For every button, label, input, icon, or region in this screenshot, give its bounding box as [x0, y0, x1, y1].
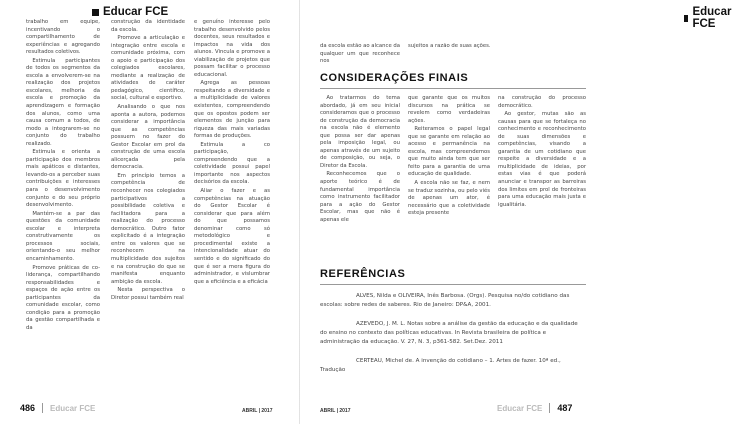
paragraph: Em princípio temos a competência de reconhecer nos colegiados participativos a possibilidade coletiva e facilitadora para a realização do processo democrático. Outro fator explicitado é a integração entre os valores que se reconhecem na multiplicidade dos sujeitos e na construção do que se manifesta enquanto ambição da escola.	[111, 172, 185, 285]
footer-divider	[42, 403, 43, 413]
left-page-header	[92, 6, 168, 18]
right-footer	[497, 403, 572, 413]
right-page-header	[684, 6, 734, 30]
paragraph: trabalho em equipe, incentivando o compartilhamento de experiências e agregando resultados coletivos.	[26, 19, 100, 56]
paragraph: Promove a articulação e integração entre escola e comunidade próxima, com o apoio e participação dos colegiados escolares, mediante a realização de atividades de caráter pedagógico, científico, social, cultural e esportivo.	[111, 35, 185, 102]
paragraph: construção da identidade da escola.	[111, 19, 185, 33]
paragraph: Estimula e orienta a participação dos membros mais apáticos e distantes, levando-os a perceber suas contribuições e interesses para o desenvolvimento conjunto e do seu próprio desenvolvimento.	[26, 149, 100, 209]
paragraph: Estimula a co participação, compreendendo que a coletividade possui papel importante nos aspectos decisórios da escola.	[194, 141, 270, 186]
paragraph: na construção do processo democrático.	[498, 95, 586, 109]
footer-divider	[549, 403, 550, 413]
footer-brand: Educar FCE	[50, 403, 96, 413]
footer-date: ABRIL | 2017	[242, 408, 273, 414]
paragraph: Mantém-se a par das questões da comunidade escolar e interpreta construtivamente os processos sociais, orientando-o seu melhor encaminhamento.	[26, 210, 100, 262]
reference-item: AZEVEDO, J. M. L. Notas sobre a análise da gestão da educação e da qualidade do ensino no contexto das políticas educativas. In Revista brasileira de política e administração da educação. V. 27, N. 3, p361-582. Set.Dez. 2011	[320, 321, 578, 345]
paragraph: Nesta perspectiva o Diretor possui também real	[111, 287, 185, 301]
paragraph: Ao tratarmos do tema abordado, já em seu inicial consideramos que o processo de construção da democracia na escola não é elemento que possa ser dar apenas pela imposição legal, ou apenas através de um sujeito de composição, ou seja, o Diretor da Escola.	[320, 95, 400, 169]
section-rule	[320, 88, 586, 89]
left-column-3	[194, 19, 270, 397]
paragraph: Promove práticas de co-liderança, compartilhando responsabilidades e espaços de ação entre os participantes da comunidade escolar, como condição para a promoção da gestão compartilhada e da	[26, 264, 100, 331]
paragraph: Reconhecemos que o aporte teórico é de fundamental importância como instrumento facilitador para a ação do Gestor Escolar, mas que não é apenas ele	[320, 171, 400, 223]
paragraph: sujeitos a razão de suas ações.	[408, 43, 491, 49]
paragraph: Agrega as pessoas respeitando a diversidade e a multiplicidade de valores existentes, compreendendo que os opostos podem ser elementos de junção para riqueza das mais variadas formas de produções.	[194, 80, 270, 140]
final-column-1	[320, 95, 400, 255]
paragraph: que garante que os muitos discursos na prática se revelem como verdadeiras ações.	[408, 95, 490, 124]
intro-column-1	[320, 43, 400, 65]
final-column-3	[498, 95, 586, 255]
paragraph: da escola estão ao alcance da qualquer um que reconhece nos	[320, 43, 400, 65]
section-rule	[320, 284, 586, 285]
paragraph: Estimula participantes de todos os segmentos da escola a envolverem-se na realização dos projetos escolares, melhoria da escola e promoção da aprendizagem e formação dos alunos, como uma causa comum a todos, de modo a integrarem-se no conjunto do trabalho realizado.	[26, 57, 100, 147]
footer-brand: Educar FCE	[497, 403, 543, 413]
square-icon	[684, 15, 688, 22]
paragraph: Ao gestor, mutas são as causas para que se fortaleça no conhecimento e reconhecimento de suas dimensões e competências, visando a garantia de um cotidiano que respeite a diversidade e a multiplicidade de ideias, por estas vias é que poderá anunciar e transpor as barreiras dos limites em prol de fronteiras para uma educação mais justa e igualitária.	[498, 111, 586, 208]
page-number: 487	[557, 403, 573, 413]
left-footer	[20, 403, 95, 413]
square-icon	[92, 9, 99, 16]
final-column-2	[408, 95, 490, 255]
paragraph: A escola não se faz, e nem se traduz sozinha, ou pelo viés de apenas um ator, é necessário que a coletividade esteja presente	[408, 180, 490, 217]
footer-date: ABRIL | 2017	[320, 408, 351, 414]
reference-item: ALVES, Nilda e OLIVEIRA, Inês Barbosa. (Orgs). Pesquisa no/do cotidiano das escolas: sobre redes de saberes. Rio de Janeiro: DP&A, 2001.	[320, 293, 570, 308]
left-page	[0, 0, 300, 424]
section-title-references: REFERÊNCIAS	[320, 268, 406, 280]
header-brand: Educar FCE	[103, 6, 169, 18]
paragraph: Analisando o que nos aponta a autora, podemos considerar a importância que as competências possuem no fazer do Gestor Escolar em prol da construção de uma escola alicerçada pela democracia.	[111, 104, 185, 171]
intro-column-2	[408, 43, 498, 53]
left-column-1	[26, 19, 100, 397]
left-column-2	[111, 19, 185, 397]
header-brand: Educar FCE	[692, 6, 732, 30]
paragraph: Reiteramos o papel legal que se garante em relação ao acesso e permanência na escola, mas compreendemos que muito ainda tem que ser feito para a garantia de uma educação de qualidade.	[408, 126, 490, 178]
references-list	[320, 292, 586, 385]
reference-item: CERTEAU, Michel de. A invenção do cotidiano – 1. Artes de fazer. 10ª ed., Tradução	[320, 358, 561, 373]
paragraph: Aliar o fazer e as competências na atuação do Gestor Escolar é considerar que para além do que possamos denominar como só metodológico e procedimental existe a intencionalidade atuar do sentido e do significado do que é ser a mera figura do administrador, e vislumbrar que a eficiência e a eficácia	[194, 188, 270, 285]
page-number: 486	[20, 403, 36, 413]
section-title-final: CONSIDERAÇÕES FINAIS	[320, 72, 469, 84]
paragraph: e genuíno interesse pelo trabalho desenvolvido pelos docentes, seus resultados e impactos na vida dos alunos. Vincula e promove a viabilização de projetos que possam facilitar o processo educacional.	[194, 19, 270, 78]
